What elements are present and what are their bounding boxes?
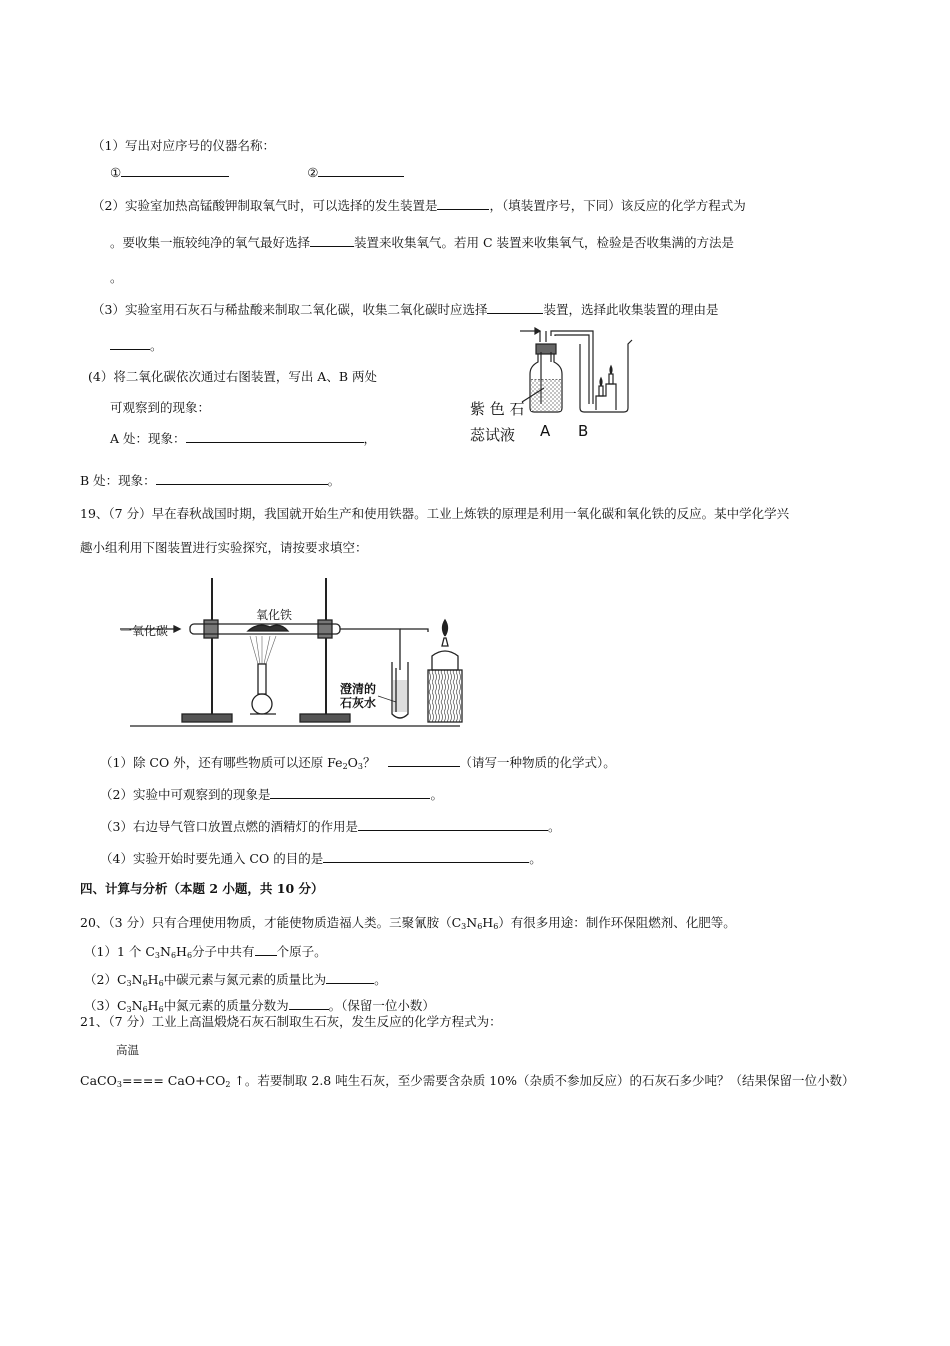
q18-part3-line1: （3）实验室用石灰石与稀盐酸来制取二氧化碳，收集二氧化碳时应选择 装置，选择此收集装置的理由是 — [92, 302, 719, 317]
q18-part2-line1: （2）实验室加热高锰酸钾制取氧气时，可以选择的发生装置是 ，（填装置序号，下同）该反应的化学方程式为 — [92, 198, 746, 213]
answer-blank-12[interactable] — [323, 850, 529, 863]
arrow-head — [535, 328, 540, 334]
q18-part3-line2: 。 — [110, 336, 163, 354]
burner-flame — [250, 636, 276, 664]
lamp-flame — [443, 620, 448, 636]
litmus-solution — [531, 380, 561, 411]
clamp-left — [204, 620, 218, 638]
fig-label-b: B — [578, 422, 589, 440]
answer-blank-1[interactable] — [121, 164, 229, 177]
q21-equation: CaCO$_3$==== $CaO+CO_2$ ↑。若要制取 2.8 吨生石灰，至少需要含杂质 10%（杂质不参加反应）的石灰石多少吨？（结果保留一位小数） — [80, 1073, 855, 1089]
answer-blank-7[interactable] — [186, 430, 364, 443]
answer-blank-3[interactable] — [437, 197, 489, 210]
answer-blank-10[interactable] — [270, 786, 430, 799]
fig-label-a: A — [540, 422, 551, 440]
answer-blank-13[interactable] — [255, 943, 277, 956]
burner-base — [252, 694, 272, 714]
answer-blank-2[interactable] — [318, 164, 404, 177]
q19-part1: （1）除 CO 外，还有哪些物质可以还原 $Fe_2O_3$？ （请写一种物质的化学式）。 — [100, 755, 616, 771]
q18-part2-line3: 。 — [110, 270, 123, 285]
q18-part1: （1）写出对应序号的仪器名称： — [92, 138, 275, 153]
fig-label-co: 一氧化碳 — [120, 624, 169, 638]
iron-oxide-sample — [248, 625, 288, 631]
clamp-right — [318, 620, 332, 638]
q20-part1: （1）1 个 $C_3N_6H_6$分子中共有 个原子。 — [84, 944, 327, 960]
q19-part3: （3）右边导气管口放置点燃的酒精灯的作用是 。 — [100, 819, 561, 834]
q18-part4-line2: 可观察到的现象： — [110, 400, 211, 415]
q19-part2: （2）实验中可观察到的现象是 。 — [100, 787, 443, 802]
fig-label-litmus-1: 紫 色 石 — [470, 400, 525, 418]
wood-block — [428, 670, 462, 722]
q20-part3: $(3)C_3N_6H_6$中氮元素的质量分数为 。（保留一位小数） — [84, 998, 435, 1014]
q19-intro-line2: 趣小组利用下图装置进行实验探究，请按要求填空： — [80, 540, 368, 555]
bottle-stopper — [536, 344, 556, 354]
stand-base-left — [182, 714, 232, 722]
limewater — [393, 680, 407, 712]
q19-intro-line1: 19、（7 分）早在春秋战国时期，我国就开始生产和使用铁器。工业上炼铁的原理是利用一氧化碳和氧化铁的反应。某中学化学兴 — [80, 506, 790, 521]
q18-part1-blanks: ① ② — [110, 164, 404, 180]
outlet-tube — [340, 629, 400, 670]
q18-part4-a: A 处：现象： ， — [110, 431, 377, 446]
answer-blank-4[interactable] — [310, 234, 354, 247]
q19-part4: （4）实验开始时要先通入 CO 的目的是 。 — [100, 851, 542, 866]
q21-intro: 21、（7 分）工业上高温煅烧石灰石制取生石灰，发生反应的化学方程式为： — [80, 1014, 502, 1029]
fig-label-litmus-2: 蕊试液 — [470, 426, 516, 444]
answer-blank-9[interactable] — [388, 754, 460, 767]
burner-tube — [258, 664, 266, 694]
answer-blank-14[interactable] — [326, 971, 374, 984]
iron-smelting-figure — [120, 572, 480, 732]
q18-part2-line2: 。要收集一瓶较纯净的氧气最好选择 装置来收集氧气。若用 C 装置来收集氧气，检验是否收集满的方法是 — [110, 235, 735, 250]
answer-blank-5[interactable] — [487, 301, 543, 314]
answer-blank-15[interactable] — [289, 997, 329, 1010]
q21-condition: 高温 — [116, 1043, 139, 1057]
q20-part2: $(2)C_3N_6H_6$中碳元素与氮元素的质量比为 。 — [84, 972, 387, 988]
q20-intro: 20、（3 分）只有合理使用物质，才能使物质造福人类。三聚氰胺$(C_3N_6H_6)$有很多用途：制作环保阻燃剂、化肥等。 — [80, 915, 736, 931]
answer-blank-6[interactable] — [110, 337, 150, 350]
stand-base-right — [300, 714, 350, 722]
answer-blank-11[interactable] — [358, 818, 548, 831]
fig-label-limewater-1: 澄清的 — [340, 682, 377, 696]
answer-blank-8[interactable] — [156, 472, 328, 485]
candle-high — [609, 374, 613, 384]
q18-part4-b: B 处：现象： 。 — [80, 473, 341, 488]
section-heading: 四、计算与分析（本题 2 小题，共 10 分） — [80, 881, 324, 896]
fig-label-limewater-2: 石灰水 — [340, 696, 377, 710]
fig-label-iron-oxide: 氧化铁 — [256, 608, 293, 622]
alcohol-lamp — [432, 651, 458, 670]
beaker-b — [580, 340, 632, 412]
candle-low — [599, 386, 603, 396]
q18-part4-line1: (4）将二氧化碳依次通过右图装置，写出 A、B 两处 — [88, 369, 377, 384]
